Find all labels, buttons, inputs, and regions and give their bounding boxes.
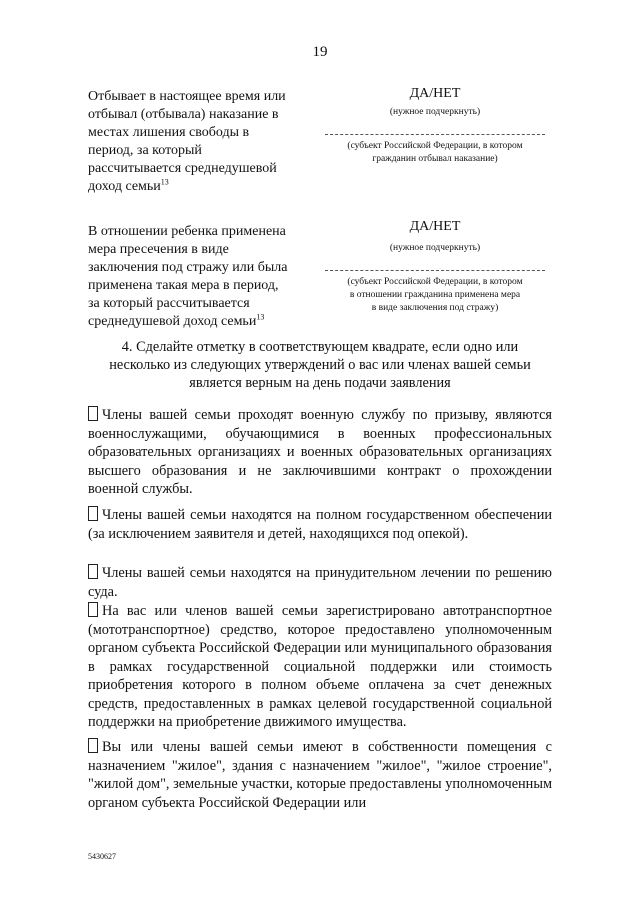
question-2-line: среднедушевой доход семьи (88, 314, 257, 329)
document-code: 5430627 (88, 852, 116, 861)
question-2-line: мера пресечения в виде (88, 242, 229, 257)
subject-note-line: гражданин отбывал наказание) (372, 154, 498, 164)
heading-line: несколько из следующих утверждений о вас или членах вашей семьи (109, 357, 531, 373)
footnote-ref: 13 (160, 177, 169, 187)
statement-item (88, 406, 552, 499)
question-2-answer-hint: (нужное подчеркнуть) (389, 243, 481, 253)
question-2-subject-line[interactable] (325, 270, 545, 271)
statement-checkbox[interactable] (88, 564, 98, 579)
statement-text: На вас или членов вашей семьи зарегистрировано автотранспортное (мототранспортное) средство, которое предоставлено уполномоченным органом субъекта Российской Федерации или муниципального образования в рамках государственной социальной поддержки или стоимость приобретения которого в полном объеме оплачена за счет денежных средств, предоставленных в рамках целевой государственной социальной поддержки на приобретение движимого имущества. (88, 603, 552, 730)
section-4-heading (88, 338, 552, 392)
question-1-text (88, 88, 328, 196)
question-2-line: заключения под стражу или была (88, 260, 288, 275)
statement-item (88, 738, 552, 812)
subject-note-line: в отношении гражданина применена мера (349, 290, 521, 300)
statement-text: Члены вашей семьи проходят военную службу по призыву, являются военнослужащими, обучающимися в военных профессиональных образовательных организациях и военных образовательных организациях высшего образования и не заключившими контракт о прохождении военной службы. (88, 407, 552, 497)
question-2-answer[interactable]: ДА/НЕТ (409, 219, 461, 234)
question-1-line: доход семьи (88, 179, 161, 194)
statement-text: Вы или члены вашей семьи имеют в собственности помещения с назначением "жилое", здания с назначением "жилое", "жилое строение", "жилой дом", земельные участки, которые предоставлены уполномоченным органом субъекта Российской Федерации или (88, 739, 552, 811)
page-number: 19 (312, 44, 328, 60)
heading-line: 4. Сделайте отметку в соответствующем квадрате, если одно или (121, 339, 519, 355)
footnote-ref: 13 (256, 312, 265, 322)
subject-note-line: (субъект Российской Федерации, в котором (347, 141, 523, 151)
question-2-subject-note (325, 276, 545, 315)
question-1-line: местах лишения свободы в (88, 125, 250, 140)
question-2-line: В отношении ребенка применена (88, 224, 286, 239)
subject-note-line: (субъект Российской Федерации, в котором (347, 277, 523, 287)
question-2-line: применена такая мера в период, (88, 278, 279, 293)
statement-text: Члены вашей семьи находятся на принудительном лечении по решению суда. (88, 565, 552, 600)
statement-checkbox[interactable] (88, 406, 98, 421)
statement-checkbox[interactable] (88, 738, 98, 753)
question-1-answer[interactable]: ДА/НЕТ (409, 86, 461, 101)
question-1-line: рассчитывается среднедушевой (88, 161, 277, 176)
question-1-line-last (88, 178, 328, 196)
question-2-line: за который рассчитывается (88, 296, 250, 311)
statement-item (88, 564, 552, 601)
statement-checkbox[interactable] (88, 506, 98, 521)
statement-checkbox[interactable] (88, 602, 98, 617)
question-1-subject-line[interactable] (325, 134, 545, 135)
question-1-subject-note (325, 140, 545, 166)
statement-text: Члены вашей семьи находятся на полном государственном обеспечении (за исключением заявителя и детей, находящихся под опекой). (88, 507, 552, 542)
subject-note-line: в виде заключения под стражу) (371, 303, 499, 313)
question-1-line: период, за который (88, 143, 202, 158)
question-1-answer-hint: (нужное подчеркнуть) (389, 107, 481, 117)
heading-line: является верным на день подачи заявления (189, 375, 451, 391)
question-2-line-last (88, 313, 328, 331)
question-2-text (88, 223, 328, 331)
question-1-line: Отбывает в настоящее время или (88, 89, 286, 104)
statement-item (88, 602, 552, 732)
statement-item (88, 506, 552, 543)
question-1-line: отбывал (отбывала) наказание в (88, 107, 279, 122)
